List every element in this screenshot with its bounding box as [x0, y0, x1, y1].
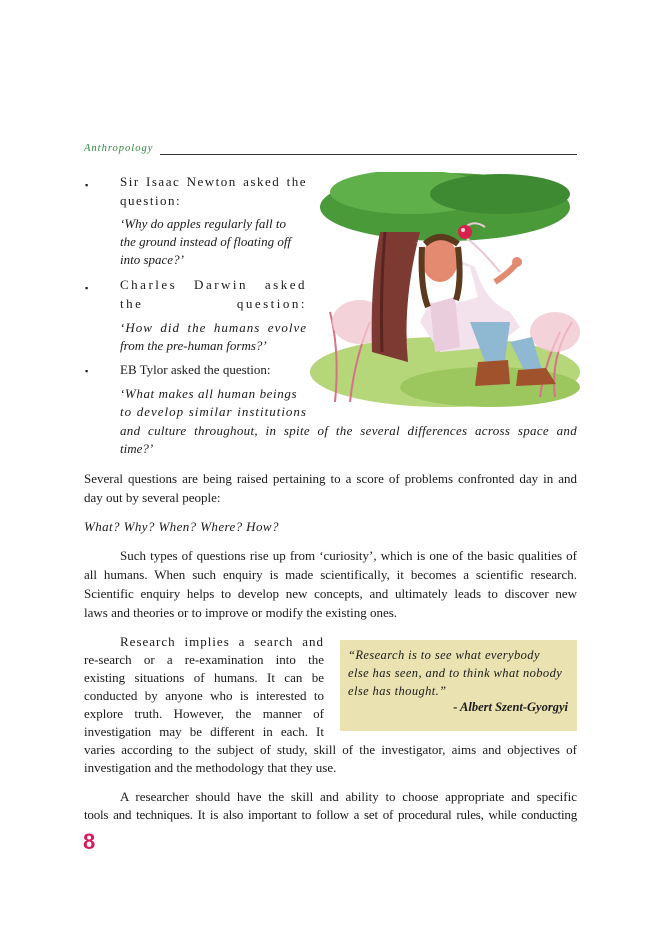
body-text-line: existing situations of humans. It can be	[84, 670, 324, 685]
quote-line: else has seen, and to think what nobody	[348, 666, 563, 680]
header-label: Anthropology	[84, 143, 154, 154]
question-quote-line: and culture throughout, in spite of the several differences across space and	[120, 423, 577, 438]
body-text-line: investigation may be different in each. It	[84, 724, 324, 739]
running-header	[84, 143, 577, 159]
question-quote-line: from the pre-human forms?’	[120, 338, 267, 353]
body-text-line: all humans. When such enquiry is made scientifically, it becomes a scientific research.	[84, 567, 577, 582]
body-text-line: laws and theories or to improve or modify the existing ones.	[84, 605, 398, 620]
body-text-line: investigation and the methodology that they use.	[84, 760, 337, 775]
bullet-icon	[85, 182, 91, 188]
question-quote-line: ‘How did the humans evolve	[120, 320, 307, 335]
body-text-line: conducted by anyone who is interested to	[84, 688, 324, 703]
question-intro: EB Tylor asked the question:	[120, 362, 271, 377]
quote-author: - Albert Szent-Gyorgyi	[453, 700, 568, 714]
quote-line: else has thought.”	[348, 684, 447, 698]
body-text-line: Such types of questions rise up from ‘curiosity’, which is one of the basic qualities of	[120, 548, 577, 563]
body-text-line: explore truth. However, the manner of	[84, 706, 324, 721]
newton-apple-tree-illustration	[310, 172, 580, 408]
quote-text	[348, 646, 570, 700]
page-number: 8	[83, 829, 96, 854]
question-quote-line: the ground instead of floating off	[120, 234, 292, 249]
question-quote-line: time?’	[120, 441, 154, 456]
question-quote-line: to develop similar institutions	[120, 404, 307, 419]
question-quote-line: ‘Why do apples regularly fall to	[120, 216, 286, 231]
body-text-line: re-search or a re-examination into the	[84, 652, 324, 667]
question-quote-line: ‘What makes all human beings	[120, 386, 298, 401]
body-text-line: A researcher should have the skill and ability to choose appropriate and specific	[120, 789, 577, 804]
bullet-icon	[85, 285, 91, 291]
questions-line: What? Why? When? Where? How?	[84, 519, 279, 534]
header-rule	[160, 154, 577, 155]
body-text-line: Several questions are being raised pertaining to a score of problems confronted day in and	[84, 471, 577, 486]
bullet-icon	[85, 368, 91, 374]
quote-box	[340, 640, 577, 731]
body-text-line: day out by several people:	[84, 490, 221, 505]
body-text-line: Scientific enquiry helps to develop new concepts, and ultimately leads to discover new	[84, 586, 577, 601]
body-text-line: Research implies a search and	[120, 634, 324, 649]
quote-line: “Research is to see what everybody	[348, 648, 540, 662]
question-quote-line: into space?’	[120, 252, 184, 267]
question-intro: Sir Isaac Newton asked the question:	[120, 174, 307, 208]
body-text-line: tools and techniques. It is also important to follow a set of procedural rules, while conducting	[84, 807, 577, 822]
body-text-line: varies according to the subject of study, skill of the investigator, aims and objectives of	[84, 742, 577, 757]
question-intro: Charles Darwin asked the question:	[120, 277, 307, 311]
